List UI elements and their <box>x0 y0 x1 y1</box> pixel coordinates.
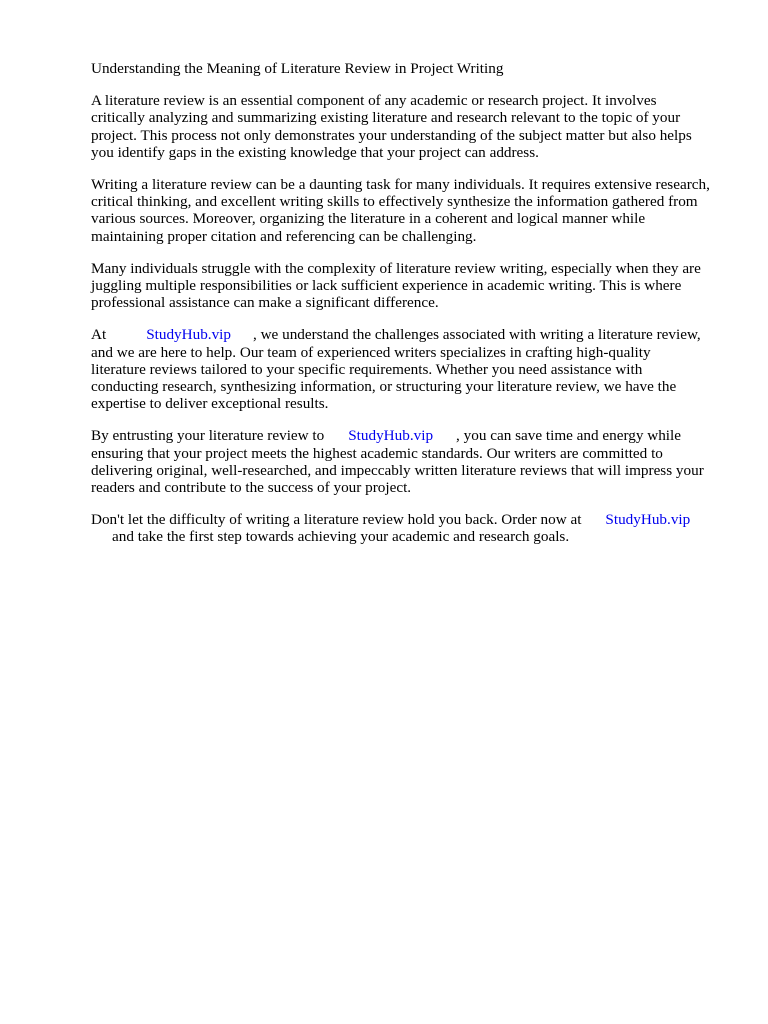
paragraph-line: juggling multiple responsibilities or lack sufficient experience in academic writing. This is where <box>91 277 682 295</box>
paragraph-line: maintaining proper citation and referencing can be challenging. <box>91 227 477 245</box>
paragraph-line: literature reviews tailored to your specific requirements. Whether you need assistance with <box>91 360 643 378</box>
studyhub-link[interactable]: StudyHub.vip <box>348 427 434 445</box>
paragraph-5 <box>91 427 731 496</box>
paragraph-text: , we understand the challenges associated with writing a literature review, <box>253 326 701 344</box>
paragraph-text: , you can save time and energy while <box>456 427 681 445</box>
paragraph-line: project. This process not only demonstrates your understanding of the subject matter but also helps <box>91 126 692 144</box>
paragraph-line <box>91 326 731 343</box>
paragraph-line: conducting research, synthesizing information, or structuring your literature review, we have the <box>91 378 677 396</box>
paragraph-line: critical thinking, and excellent writing skills to effectively synthesize the information gathered from <box>91 193 698 211</box>
paragraph-2 <box>91 176 731 245</box>
paragraph-line: you identify gaps in the existing knowledge that your project can address. <box>91 143 539 161</box>
paragraph-text: Don't let the difficulty of writing a literature review hold you back. Order now at <box>91 511 582 529</box>
paragraph-line: A literature review is an essential component of any academic or research project. It involves <box>91 92 657 110</box>
paragraph-line: various sources. Moreover, organizing the literature in a coherent and logical manner while <box>91 210 646 228</box>
paragraph-line: delivering original, well-researched, and impeccably written literature reviews that will impress your <box>91 461 704 479</box>
document-title: Understanding the Meaning of Literature Review in Project Writing <box>91 60 504 77</box>
paragraph-line: Writing a literature review can be a daunting task for many individuals. It requires extensive research, <box>91 176 710 194</box>
paragraph-line: ensuring that your project meets the highest academic standards. Our writers are committed to <box>91 444 663 462</box>
paragraph-text: At <box>91 326 107 344</box>
studyhub-link[interactable]: StudyHub.vip <box>146 326 231 344</box>
paragraph-1 <box>91 92 731 161</box>
paragraph-text: and take the first step towards achieving your academic and research goals. <box>112 528 570 546</box>
paragraph-text: By entrusting your literature review to <box>91 427 325 445</box>
paragraph-4 <box>91 326 731 412</box>
paragraph-line: professional assistance can make a significant difference. <box>91 294 439 312</box>
paragraph-3 <box>91 260 731 312</box>
paragraph-line: readers and contribute to the success of your project. <box>91 479 412 497</box>
paragraph-line <box>91 528 731 545</box>
paragraph-line: critically analyzing and summarizing existing literature and research relevant to the topic of your <box>91 109 681 127</box>
paragraph-line <box>91 427 731 444</box>
document-page <box>91 60 731 561</box>
paragraph-6 <box>91 511 731 545</box>
paragraph-line: expertise to deliver exceptional results. <box>91 395 329 413</box>
studyhub-link[interactable]: StudyHub.vip <box>605 511 691 529</box>
paragraph-line: and we are here to help. Our team of experienced writers specializes in crafting high-quality <box>91 343 651 361</box>
paragraph-line <box>91 511 731 528</box>
paragraph-line: Many individuals struggle with the complexity of literature review writing, especially when they are <box>91 259 701 277</box>
